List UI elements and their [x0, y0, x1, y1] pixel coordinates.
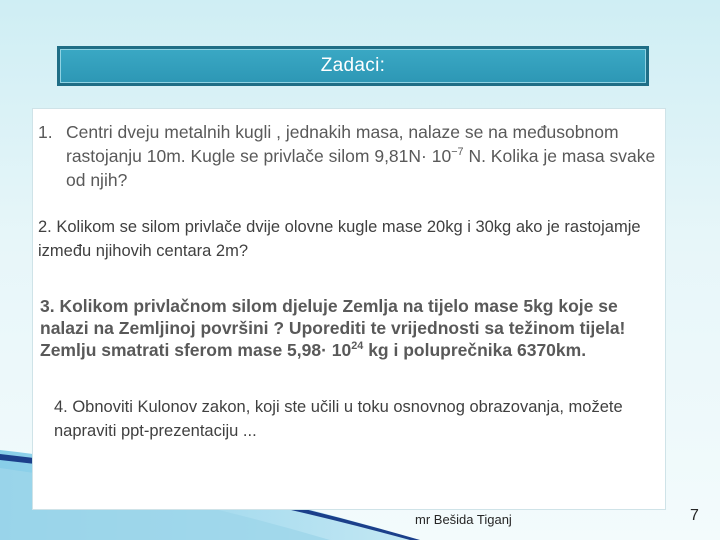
- task-1-text-b: N. Kolika je masa svake od njih?: [66, 146, 656, 190]
- task-4: [54, 395, 654, 443]
- task-3-text-a: 3. Kolikom privlačnom silom djeluje Zemlja na tijelo mase 5kg koje se nalazi na Zemljinoj površini ? Uporediti te vrijednosti sa težinom tijela! Zemlju smatrati sferom mase 5,98· 10: [40, 296, 626, 360]
- title-bar: [57, 46, 649, 86]
- slide-title: Zadaci:: [320, 55, 386, 76]
- task-2-text: 2. Kolikom se silom privlače dvije olovne kugle mase 20kg i 30kg ako je rastojamje između njihovih centara 2m?: [38, 218, 641, 260]
- task-1-number: 1.: [38, 122, 53, 142]
- task-3-text-b: kg i poluprečnika 6370km.: [363, 340, 587, 360]
- task-1-text: [66, 120, 658, 192]
- task-4-text: 4. Obnoviti Kulonov zakon, koji ste učili u toku osnovnog obrazovanja, možete napraviti ppt-prezentaciju ...: [54, 398, 623, 440]
- task-1: [38, 120, 658, 192]
- task-3-exponent: 24: [351, 340, 364, 353]
- task-1-exponent: −7: [451, 146, 464, 159]
- task-2: [38, 215, 648, 263]
- footer-author: mr Bešida Tiganj: [415, 512, 512, 527]
- page-number: 7: [690, 507, 699, 524]
- task-1-text-a: Centri dveju metalnih kugli , jednakih masa, nalaze se na međusobnom rastojanju 10m. Kugle se privlače silom 9,81N· 10: [66, 122, 619, 166]
- task-3: [40, 295, 650, 361]
